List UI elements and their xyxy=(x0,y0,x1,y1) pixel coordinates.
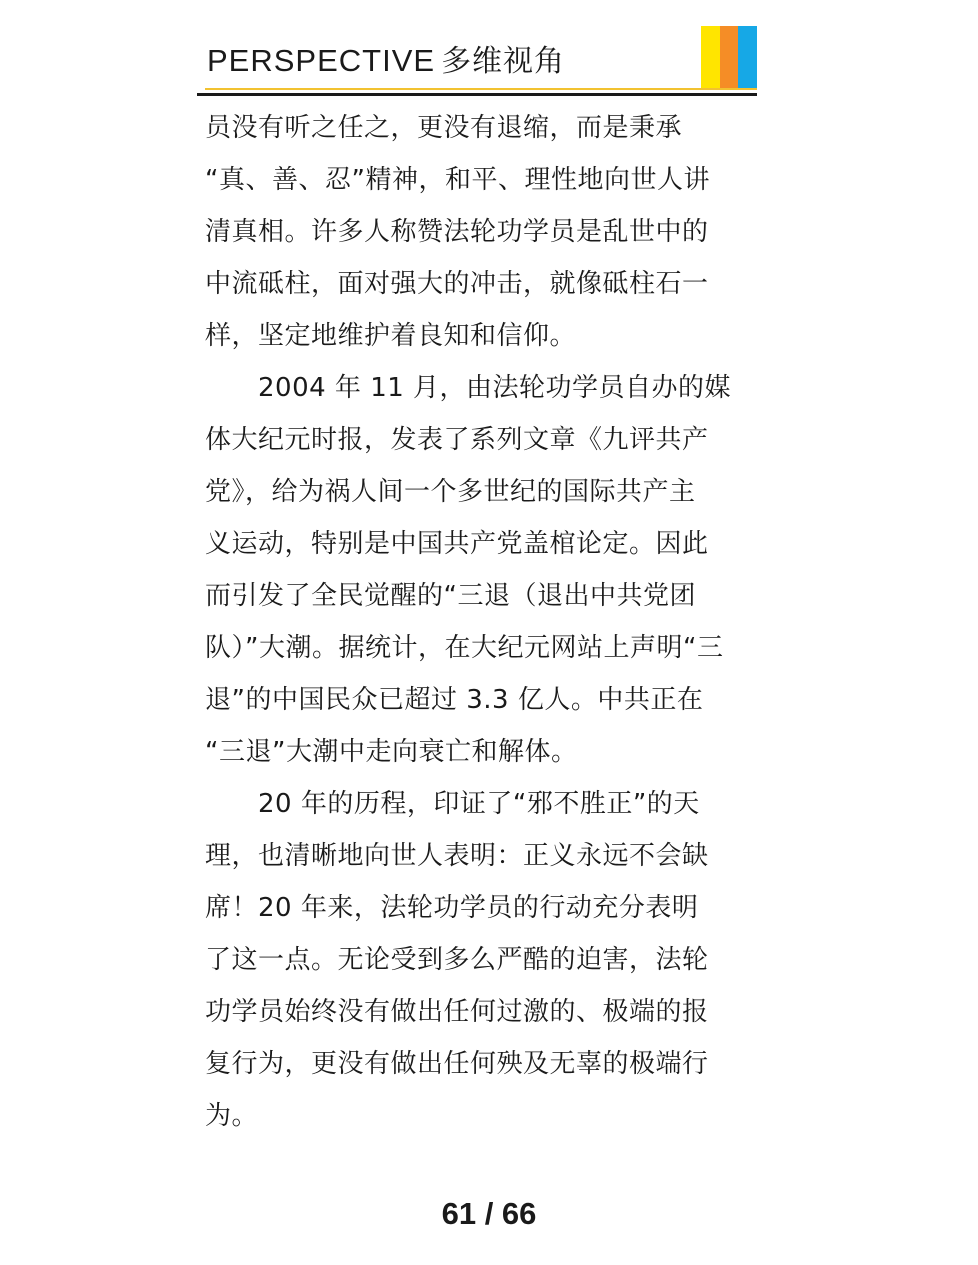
page-number: 61 / 66 xyxy=(441,1196,537,1231)
text-line: 清真相。许多人称赞法轮功学员是乱世中的 xyxy=(205,217,709,247)
header-rule-thick xyxy=(197,93,757,96)
text-line: 理，也清晰地向世人表明：正义永远不会缺 xyxy=(205,841,709,871)
header-title-en: PERSPECTIVE xyxy=(207,43,436,78)
text-line: 员没有听之任之，更没有退缩，而是秉承 xyxy=(205,113,683,143)
text-line: 义运动，特别是中国共产党盖棺论定。因此 xyxy=(205,529,709,559)
header-rule-thin xyxy=(205,88,757,90)
text-line: “三退”大潮中走向衰亡和解体。 xyxy=(205,737,578,767)
blue-bar xyxy=(738,26,757,88)
text-line: 样，坚定地维护着良知和信仰。 xyxy=(205,321,577,351)
article-body xyxy=(205,102,765,1142)
text-line: 队）”大潮。据统计，在大纪元网站上声明“三 xyxy=(205,633,724,663)
text-line: 了这一点。无论受到多么严酷的迫害，法轮 xyxy=(205,945,709,975)
text-line: “真、善、忍”精神，和平、理性地向世人讲 xyxy=(205,165,710,195)
text-line: 席！20 年来，法轮功学员的行动充分表明 xyxy=(205,893,699,923)
text-line: 20 年的历程，印证了“邪不胜正”的天 xyxy=(205,789,700,819)
text-line: 体大纪元时报，发表了系列文章《九评共产 xyxy=(205,425,709,455)
text-line: 功学员始终没有做出任何过激的、极端的报 xyxy=(205,997,709,1027)
header-title-cn: 多维视角 xyxy=(441,44,566,79)
orange-bar xyxy=(720,26,739,88)
text-line: 而引发了全民觉醒的“三退（退出中共党团 xyxy=(205,581,696,611)
text-line: 党》，给为祸人间一个多世纪的国际共产主 xyxy=(205,477,696,507)
color-bars-logo xyxy=(701,26,757,88)
text-line: 复行为，更没有做出任何殃及无辜的极端行 xyxy=(205,1049,709,1079)
text-line: 中流砥柱，面对强大的冲击，就像砥柱石一 xyxy=(205,269,709,299)
text-line: 2004 年 11 月，由法轮功学员自办的媒 xyxy=(205,373,732,403)
text-line: 为。 xyxy=(205,1101,259,1131)
header-title xyxy=(207,36,565,80)
page-header xyxy=(205,30,757,100)
yellow-bar xyxy=(701,26,720,88)
text-line: 退”的中国民众已超过 3.3 亿人。中共正在 xyxy=(205,685,704,715)
